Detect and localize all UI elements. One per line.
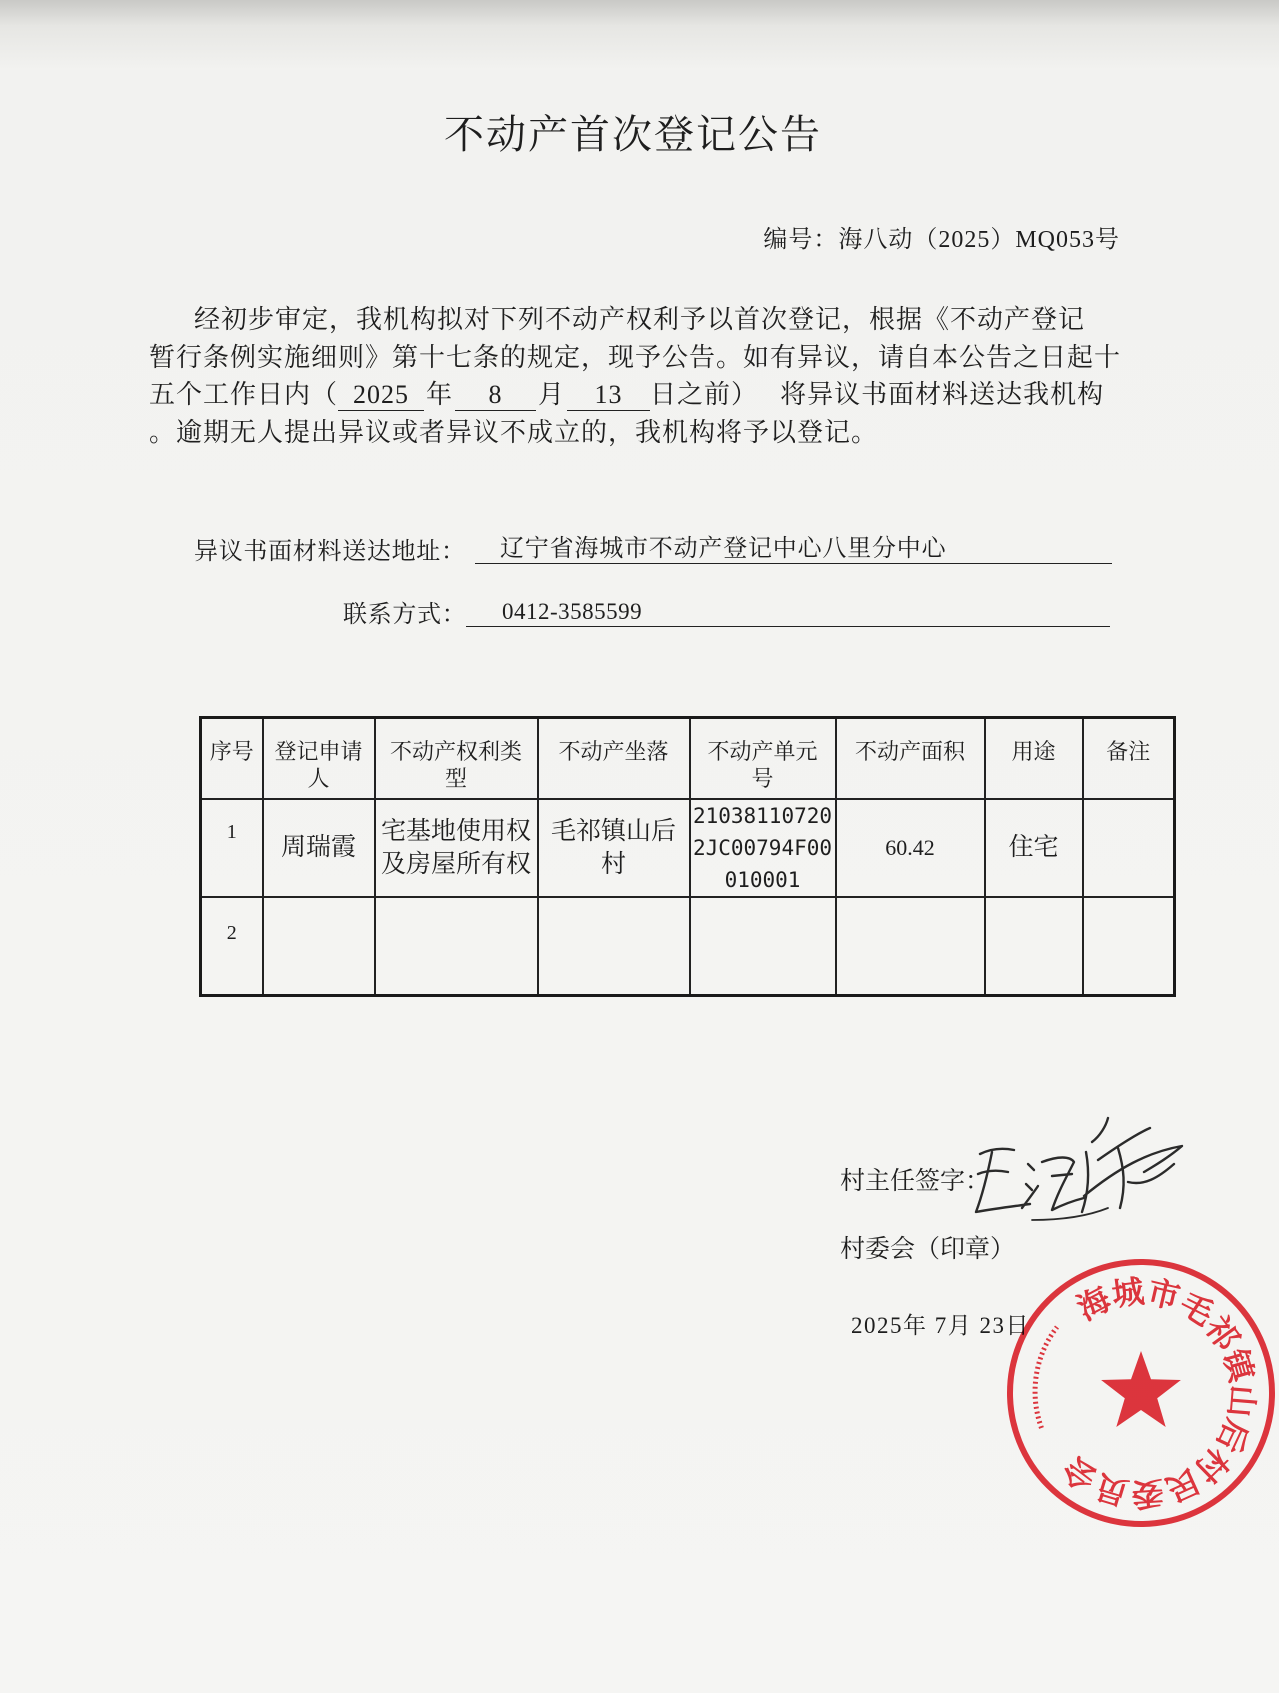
body-line-3-suffix: 将异议书面材料送达我机构 — [780, 380, 1105, 409]
body-line-4: 。逾期无人提出异议或者异议不成立的，我机构将予以登记。 — [149, 417, 879, 447]
cell-remarks — [1083, 897, 1175, 996]
cell-usage — [985, 897, 1083, 996]
notice-title: 不动产首次登记公告 — [444, 112, 822, 157]
body-line-3-prefix: 五个工作日内（ — [149, 380, 339, 409]
cell-unit-number — [690, 897, 836, 996]
body-line-1: 经初步审定，我机构拟对下列不动产权利予以首次登记，根据《不动产登记 — [194, 305, 1086, 334]
registration-table — [199, 716, 1176, 997]
deadline-year: 2025 — [338, 380, 424, 411]
deadline-month: 8 — [455, 380, 536, 411]
year-unit: 年 — [426, 380, 454, 409]
body-line-3 — [149, 376, 1121, 414]
cell-right-type: 宅基地使用权及房屋所有权 — [375, 799, 538, 897]
header-usage: 用途 — [985, 718, 1083, 799]
stamp-text-arc: 海城市毛祁镇山后村民委员会 — [1055, 1271, 1262, 1514]
contact-label: 联系方式： — [343, 602, 467, 628]
header-area: 不动产面积 — [836, 718, 985, 799]
cell-unit-number — [690, 799, 836, 897]
cell-seq: 1 — [201, 799, 263, 897]
cell-location — [538, 897, 690, 996]
table-row — [201, 897, 1175, 996]
cell-remarks — [1083, 799, 1175, 897]
sign-date: 2025年 7月 23日 — [851, 1313, 1030, 1338]
header-right-type: 不动产权利类型 — [375, 718, 538, 799]
cell-area — [836, 897, 985, 996]
cell-applicant — [263, 897, 375, 996]
document-number: 编号：海八动（2025）MQ053号 — [763, 227, 1120, 253]
handwritten-signature — [968, 1112, 1190, 1224]
cell-seq: 2 — [201, 897, 263, 996]
stamp-code-ring — [1035, 1327, 1057, 1428]
cell-location: 毛祁镇山后村 — [538, 799, 690, 897]
header-seq: 序号 — [201, 718, 263, 799]
header-applicant: 登记申请人 — [263, 718, 375, 799]
objection-address-label: 异议书面材料送达地址： — [194, 539, 466, 565]
director-signature-label: 村主任签字： — [840, 1168, 991, 1195]
body-line-2: 暂行条例实施细则》第十七条的规定，现予公告。如有异议，请自本公告之日起十 — [149, 342, 1122, 372]
deadline-day: 13 — [567, 380, 650, 411]
cell-applicant: 周瑞霞 — [263, 799, 375, 897]
unit-number-text: 210381107202JC00794F00010001 — [692, 803, 833, 892]
star-icon — [1101, 1351, 1181, 1427]
header-remarks: 备注 — [1083, 718, 1175, 799]
body-line-3-after-day: 日之前） — [650, 380, 759, 409]
official-stamp — [1005, 1257, 1277, 1529]
table-row — [201, 799, 1175, 897]
month-unit: 月 — [538, 380, 566, 409]
cell-right-type — [375, 897, 538, 996]
header-location: 不动产坐落 — [538, 718, 690, 799]
cell-usage: 住宅 — [985, 799, 1083, 897]
contact-value: 0412-3585599 — [466, 598, 1110, 627]
cell-area: 60.42 — [836, 799, 985, 897]
header-unit-number: 不动产单元号 — [690, 718, 836, 799]
notice-body — [149, 301, 1121, 451]
objection-address-value: 辽宁省海城市不动产登记中心八里分中心 — [475, 535, 1112, 564]
committee-seal-label: 村委会（印章） — [840, 1236, 1016, 1263]
table-header-row — [201, 718, 1175, 799]
